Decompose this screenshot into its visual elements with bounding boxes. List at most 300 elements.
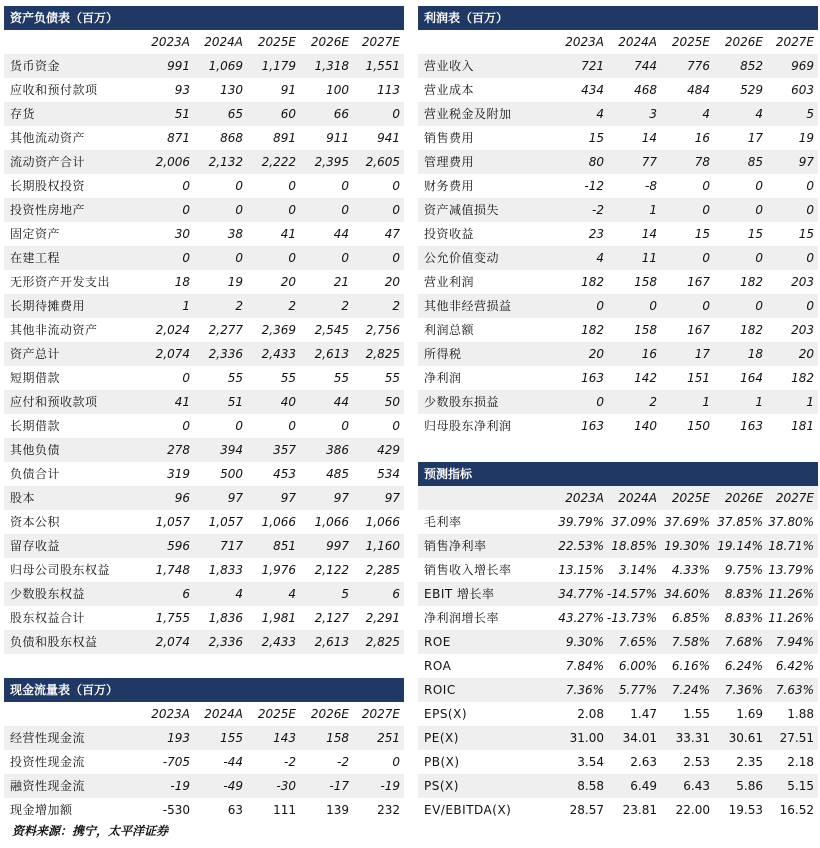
cell-value: 2,222 (261, 155, 296, 169)
cell-value: 484 (687, 83, 710, 97)
cell-value: 2,605 (365, 155, 400, 169)
cell-value: 1.47 (630, 707, 657, 721)
table-row (4, 294, 404, 318)
table-row (418, 678, 818, 702)
cell-value: 8.83% (724, 611, 763, 625)
cell-value: 1 (806, 395, 814, 409)
column-header: 2026E (724, 491, 763, 505)
cell-value: 44 (333, 227, 349, 241)
cell-value: 65 (227, 107, 243, 121)
cell-value: 0 (235, 203, 243, 217)
table-row (4, 510, 404, 534)
cell-value: 97 (798, 155, 814, 169)
cell-value: 1 (649, 203, 657, 217)
cell-value: 0 (288, 251, 296, 265)
cell-value: 15 (747, 227, 763, 241)
table-row (418, 126, 818, 150)
row-label: 经营性现金流 (10, 731, 86, 745)
cell-value: 203 (791, 323, 814, 337)
cell-value: 278 (167, 443, 190, 457)
cell-value: 251 (377, 731, 400, 745)
cell-value: 2 (341, 299, 349, 313)
row-label: 公允价值变动 (424, 251, 500, 265)
table-row (418, 414, 818, 438)
cell-value: 6.49 (630, 779, 657, 793)
table-row (418, 294, 818, 318)
table-row (418, 558, 818, 582)
row-label: 财务费用 (424, 179, 475, 193)
cell-value: 468 (634, 83, 657, 97)
cell-value: 1,318 (314, 59, 349, 73)
row-label: 应付和预收款项 (10, 395, 98, 409)
cell-value: 7.65% (618, 635, 657, 649)
cell-value: 93 (174, 83, 190, 97)
cell-value: 15 (694, 227, 710, 241)
cell-value: 4 (288, 587, 296, 601)
cell-value: 28.57 (569, 803, 604, 817)
column-header: 2026E (310, 35, 349, 49)
row-label: 营业收入 (424, 59, 475, 73)
cell-value: 4 (702, 107, 710, 121)
cell-value: -8 (645, 179, 657, 193)
cell-value: 97 (333, 491, 349, 505)
cell-value: 0 (806, 179, 814, 193)
cell-value: 991 (167, 59, 190, 73)
cell-value: 163 (581, 419, 604, 433)
row-label: 在建工程 (10, 251, 61, 265)
cell-value: 7.58% (671, 635, 710, 649)
cell-value: 1,066 (365, 515, 400, 529)
cell-value: 85 (747, 155, 763, 169)
cell-value: 2 (392, 299, 400, 313)
table-row (4, 390, 404, 414)
cell-value: 2,545 (314, 323, 349, 337)
cell-value: -13.73% (606, 611, 657, 625)
table-row (4, 414, 404, 438)
row-label: 长期借款 (10, 419, 61, 433)
cell-value: 2,369 (261, 323, 296, 337)
table-row (4, 54, 404, 78)
cell-value: 232 (377, 803, 400, 817)
cell-value: 55 (384, 371, 400, 385)
cell-value: 0 (235, 251, 243, 265)
cell-value: 55 (333, 371, 349, 385)
cell-value: 868 (220, 131, 243, 145)
table-row (418, 174, 818, 198)
row-label: 销售净利率 (424, 539, 487, 553)
table-row (418, 606, 818, 630)
cell-value: 163 (581, 371, 604, 385)
income-statement-table (418, 6, 818, 438)
table-row (4, 174, 404, 198)
cell-value: 2,825 (365, 635, 400, 649)
cell-value: 485 (326, 467, 349, 481)
cell-value: 7.63% (775, 683, 814, 697)
column-header: 2027E (775, 491, 814, 505)
row-label: 资本公积 (10, 515, 61, 529)
cell-value: 8.58 (577, 779, 604, 793)
table-row (418, 246, 818, 270)
cell-value: 7.84% (565, 659, 604, 673)
cell-value: 80 (588, 155, 604, 169)
table-row (418, 78, 818, 102)
cell-value: 394 (220, 443, 243, 457)
cell-value: 2.63 (630, 755, 657, 769)
cell-value: 534 (377, 467, 400, 481)
row-label: 归母公司股东权益 (10, 563, 111, 577)
cell-value: 34.77% (558, 587, 604, 601)
cell-value: 182 (740, 323, 763, 337)
cell-value: 0 (596, 395, 604, 409)
cell-value: -14.57% (606, 587, 657, 601)
cell-value: 2,613 (314, 635, 349, 649)
cell-value: 37.80% (768, 515, 814, 529)
cell-value: 1,981 (261, 611, 296, 625)
cell-value: 2,291 (365, 611, 400, 625)
cell-value: 47 (384, 227, 400, 241)
row-label: 归母股东净利润 (424, 419, 512, 433)
cell-value: 0 (182, 371, 190, 385)
cell-value: -530 (162, 803, 190, 817)
cell-value: 182 (740, 275, 763, 289)
table-title: 现金流量表（百万） (4, 678, 404, 702)
cell-value: 34.60% (664, 587, 710, 601)
cell-value: 91 (280, 83, 296, 97)
row-label: 投资性现金流 (10, 755, 86, 769)
row-label: 毛利率 (424, 515, 462, 529)
cell-value: 2,024 (155, 323, 190, 337)
cell-value: 0 (755, 179, 763, 193)
table-row (4, 366, 404, 390)
cell-value: 453 (273, 467, 296, 481)
cell-value: 0 (182, 251, 190, 265)
cell-value: 78 (694, 155, 710, 169)
cell-value: 30 (174, 227, 190, 241)
cell-value: 911 (326, 131, 349, 145)
table-title: 资产负债表（百万） (4, 6, 404, 30)
balance-sheet-table (4, 6, 404, 654)
cell-value: 0 (341, 419, 349, 433)
cell-value: 55 (227, 371, 243, 385)
cell-value: 1,057 (208, 515, 243, 529)
row-label: 股东权益合计 (10, 611, 86, 625)
column-header: 2024A (204, 35, 243, 49)
cell-value: 1 (755, 395, 763, 409)
row-label: 融资性现金流 (10, 779, 86, 793)
row-label: 销售收入增长率 (424, 563, 512, 577)
cell-value: 41 (174, 395, 190, 409)
row-label: 资产总计 (10, 347, 61, 361)
cell-value: 1,551 (365, 59, 400, 73)
cell-value: 19 (798, 131, 814, 145)
table-row (4, 726, 404, 750)
cell-value: 19.53 (728, 803, 763, 817)
cell-value: 1,833 (208, 563, 243, 577)
table-row (418, 774, 818, 798)
cell-value: 151 (687, 371, 710, 385)
cell-value: 63 (227, 803, 243, 817)
forecast-indicators-table (418, 462, 818, 822)
cell-value: 21 (333, 275, 349, 289)
cell-value: 0 (288, 419, 296, 433)
table-row (4, 582, 404, 606)
cell-value: 2 (235, 299, 243, 313)
cell-value: 941 (377, 131, 400, 145)
row-label: 存货 (10, 107, 36, 121)
cell-value: 18.71% (768, 539, 814, 553)
cell-value: 7.24% (671, 683, 710, 697)
table-row (418, 534, 818, 558)
row-label: 货币资金 (10, 59, 61, 73)
row-label: 营业税金及附加 (424, 107, 512, 121)
table-row (4, 102, 404, 126)
cell-value: 7.94% (775, 635, 814, 649)
table-row (418, 222, 818, 246)
cell-value: 11.26% (768, 587, 814, 601)
cell-value: 0 (341, 203, 349, 217)
cell-value: 2.18 (787, 755, 814, 769)
cell-value: 37.85% (717, 515, 763, 529)
table-row (4, 438, 404, 462)
table-row (4, 534, 404, 558)
table-row (4, 798, 404, 822)
cell-value: 33.31 (675, 731, 710, 745)
cell-value: 0 (182, 179, 190, 193)
cell-value: 55 (280, 371, 296, 385)
cell-value: 2,127 (314, 611, 349, 625)
cell-value: 871 (167, 131, 190, 145)
cell-value: 6.85% (671, 611, 710, 625)
cell-value: 139 (326, 803, 349, 817)
cell-value: 9.75% (724, 563, 763, 577)
cell-value: 0 (392, 203, 400, 217)
cell-value: 1,057 (155, 515, 190, 529)
cell-value: 2,336 (208, 635, 243, 649)
cell-value: 0 (341, 251, 349, 265)
cell-value: 0 (392, 755, 400, 769)
column-header: 2024A (204, 707, 243, 721)
row-label: ROIC (424, 683, 456, 697)
table-title: 预测指标 (418, 462, 818, 486)
cell-value: 2,122 (314, 563, 349, 577)
cell-value: 142 (634, 371, 657, 385)
cell-value: 158 (634, 275, 657, 289)
cell-value: 164 (740, 371, 763, 385)
row-label: 无形资产开发支出 (10, 275, 111, 289)
cell-value: 158 (326, 731, 349, 745)
cell-value: 23 (588, 227, 604, 241)
cell-value: 41 (280, 227, 296, 241)
cell-value: 19.30% (664, 539, 710, 553)
cell-value: 1,836 (208, 611, 243, 625)
cell-value: 11.26% (768, 611, 814, 625)
cell-value: 319 (167, 467, 190, 481)
row-label: EBIT 增长率 (424, 587, 495, 601)
column-header-row (418, 30, 818, 54)
column-header: 2027E (775, 35, 814, 49)
cell-value: 182 (791, 371, 814, 385)
cell-value: 0 (702, 179, 710, 193)
cell-value: 1.69 (736, 707, 763, 721)
cell-value: -705 (162, 755, 190, 769)
cell-value: 997 (326, 539, 349, 553)
cell-value: 386 (326, 443, 349, 457)
cell-value: 0 (392, 179, 400, 193)
cell-value: 0 (392, 107, 400, 121)
table-row (4, 774, 404, 798)
row-label: 资产减值损失 (424, 203, 500, 217)
cell-value: 37.09% (611, 515, 657, 529)
cell-value: 39.79% (558, 515, 604, 529)
cell-value: 6 (182, 587, 190, 601)
cell-value: 5 (806, 107, 814, 121)
cell-value: 158 (634, 323, 657, 337)
cell-value: 40 (280, 395, 296, 409)
cell-value: 20 (588, 347, 604, 361)
cell-value: 2,336 (208, 347, 243, 361)
cell-value: 500 (220, 467, 243, 481)
cell-value: 30.61 (728, 731, 763, 745)
cell-value: 2.53 (683, 755, 710, 769)
table-row (4, 270, 404, 294)
cell-value: 1,755 (155, 611, 190, 625)
table-row (4, 606, 404, 630)
row-label: 留存收益 (10, 539, 61, 553)
cell-value: 4 (596, 107, 604, 121)
cell-value: 97 (227, 491, 243, 505)
cell-value: 4 (235, 587, 243, 601)
table-row (418, 150, 818, 174)
column-header: 2023A (565, 35, 604, 49)
cell-value: 891 (273, 131, 296, 145)
table-row (418, 342, 818, 366)
cell-value: 18 (747, 347, 763, 361)
cell-value: 16.52 (779, 803, 814, 817)
cell-value: 50 (384, 395, 400, 409)
cell-value: 51 (174, 107, 190, 121)
cell-value: 193 (167, 731, 190, 745)
cell-value: 721 (581, 59, 604, 73)
table-title: 利润表（百万） (418, 6, 818, 30)
cell-value: 434 (581, 83, 604, 97)
table-row (418, 390, 818, 414)
cash-flow-table (4, 678, 404, 822)
cell-value: -17 (329, 779, 349, 793)
cell-value: 22.00 (675, 803, 710, 817)
cell-value: 143 (273, 731, 296, 745)
column-header-row (4, 702, 404, 726)
cell-value: 7.68% (724, 635, 763, 649)
row-label: 营业成本 (424, 83, 475, 97)
cell-value: 20 (798, 347, 814, 361)
cell-value: 11 (641, 251, 657, 265)
cell-value: 31.00 (569, 731, 604, 745)
cell-value: 1,066 (314, 515, 349, 529)
cell-value: 14 (641, 131, 657, 145)
cell-value: 167 (687, 275, 710, 289)
cell-value: 37.69% (664, 515, 710, 529)
cell-value: 0 (702, 299, 710, 313)
cell-value: 60 (280, 107, 296, 121)
cell-value: 0 (392, 251, 400, 265)
row-label: ROE (424, 635, 451, 649)
cell-value: 0 (755, 299, 763, 313)
row-label: 其他负债 (10, 443, 61, 457)
cell-value: 2 (288, 299, 296, 313)
cell-value: 19.14% (717, 539, 763, 553)
table-row (418, 654, 818, 678)
cell-value: 969 (791, 59, 814, 73)
cell-value: 96 (174, 491, 190, 505)
row-label: 净利润 (424, 371, 462, 385)
cell-value: -2 (284, 755, 296, 769)
row-label: PB(X) (424, 755, 460, 769)
row-label: 投资性房地产 (10, 203, 86, 217)
cell-value: 0 (235, 419, 243, 433)
column-header: 2025E (671, 491, 710, 505)
cell-value: 0 (649, 299, 657, 313)
cell-value: 5.86 (736, 779, 763, 793)
column-header-row (418, 486, 818, 510)
column-header: 2026E (724, 35, 763, 49)
column-header: 2026E (310, 707, 349, 721)
column-header: 2023A (151, 35, 190, 49)
column-header: 2025E (671, 35, 710, 49)
row-label: 长期待摊费用 (10, 299, 86, 313)
cell-value: 1,976 (261, 563, 296, 577)
cell-value: 0 (235, 179, 243, 193)
cell-value: 1.55 (683, 707, 710, 721)
cell-value: 1 (182, 299, 190, 313)
cell-value: 140 (634, 419, 657, 433)
row-label: 负债和股东权益 (10, 635, 98, 649)
cell-value: -2 (337, 755, 349, 769)
row-label: 少数股东权益 (10, 587, 86, 601)
cell-value: 0 (755, 203, 763, 217)
table-row (418, 198, 818, 222)
row-label: 营业利润 (424, 275, 475, 289)
cell-value: 7.36% (724, 683, 763, 697)
cell-value: 3.14% (618, 563, 657, 577)
cell-value: 1,179 (261, 59, 296, 73)
cell-value: 16 (694, 131, 710, 145)
cell-value: 0 (182, 419, 190, 433)
table-row (418, 582, 818, 606)
cell-value: 1,748 (155, 563, 190, 577)
cell-value: 1 (702, 395, 710, 409)
cell-value: 2,433 (261, 347, 296, 361)
cell-value: 603 (791, 83, 814, 97)
cell-value: 163 (740, 419, 763, 433)
row-label: 净利润增长率 (424, 611, 500, 625)
cell-value: 18 (174, 275, 190, 289)
cell-value: -30 (276, 779, 296, 793)
cell-value: 203 (791, 275, 814, 289)
cell-value: -44 (223, 755, 243, 769)
cell-value: 111 (273, 803, 296, 817)
row-label: 负债合计 (10, 467, 61, 481)
cell-value: 20 (384, 275, 400, 289)
cell-value: 0 (341, 179, 349, 193)
cell-value: 0 (392, 419, 400, 433)
cell-value: 2,074 (155, 635, 190, 649)
table-row (4, 342, 404, 366)
cell-value: 2.08 (577, 707, 604, 721)
cell-value: 17 (694, 347, 710, 361)
cell-value: 6.43 (683, 779, 710, 793)
cell-value: 6.24% (724, 659, 763, 673)
cell-value: 2,613 (314, 347, 349, 361)
